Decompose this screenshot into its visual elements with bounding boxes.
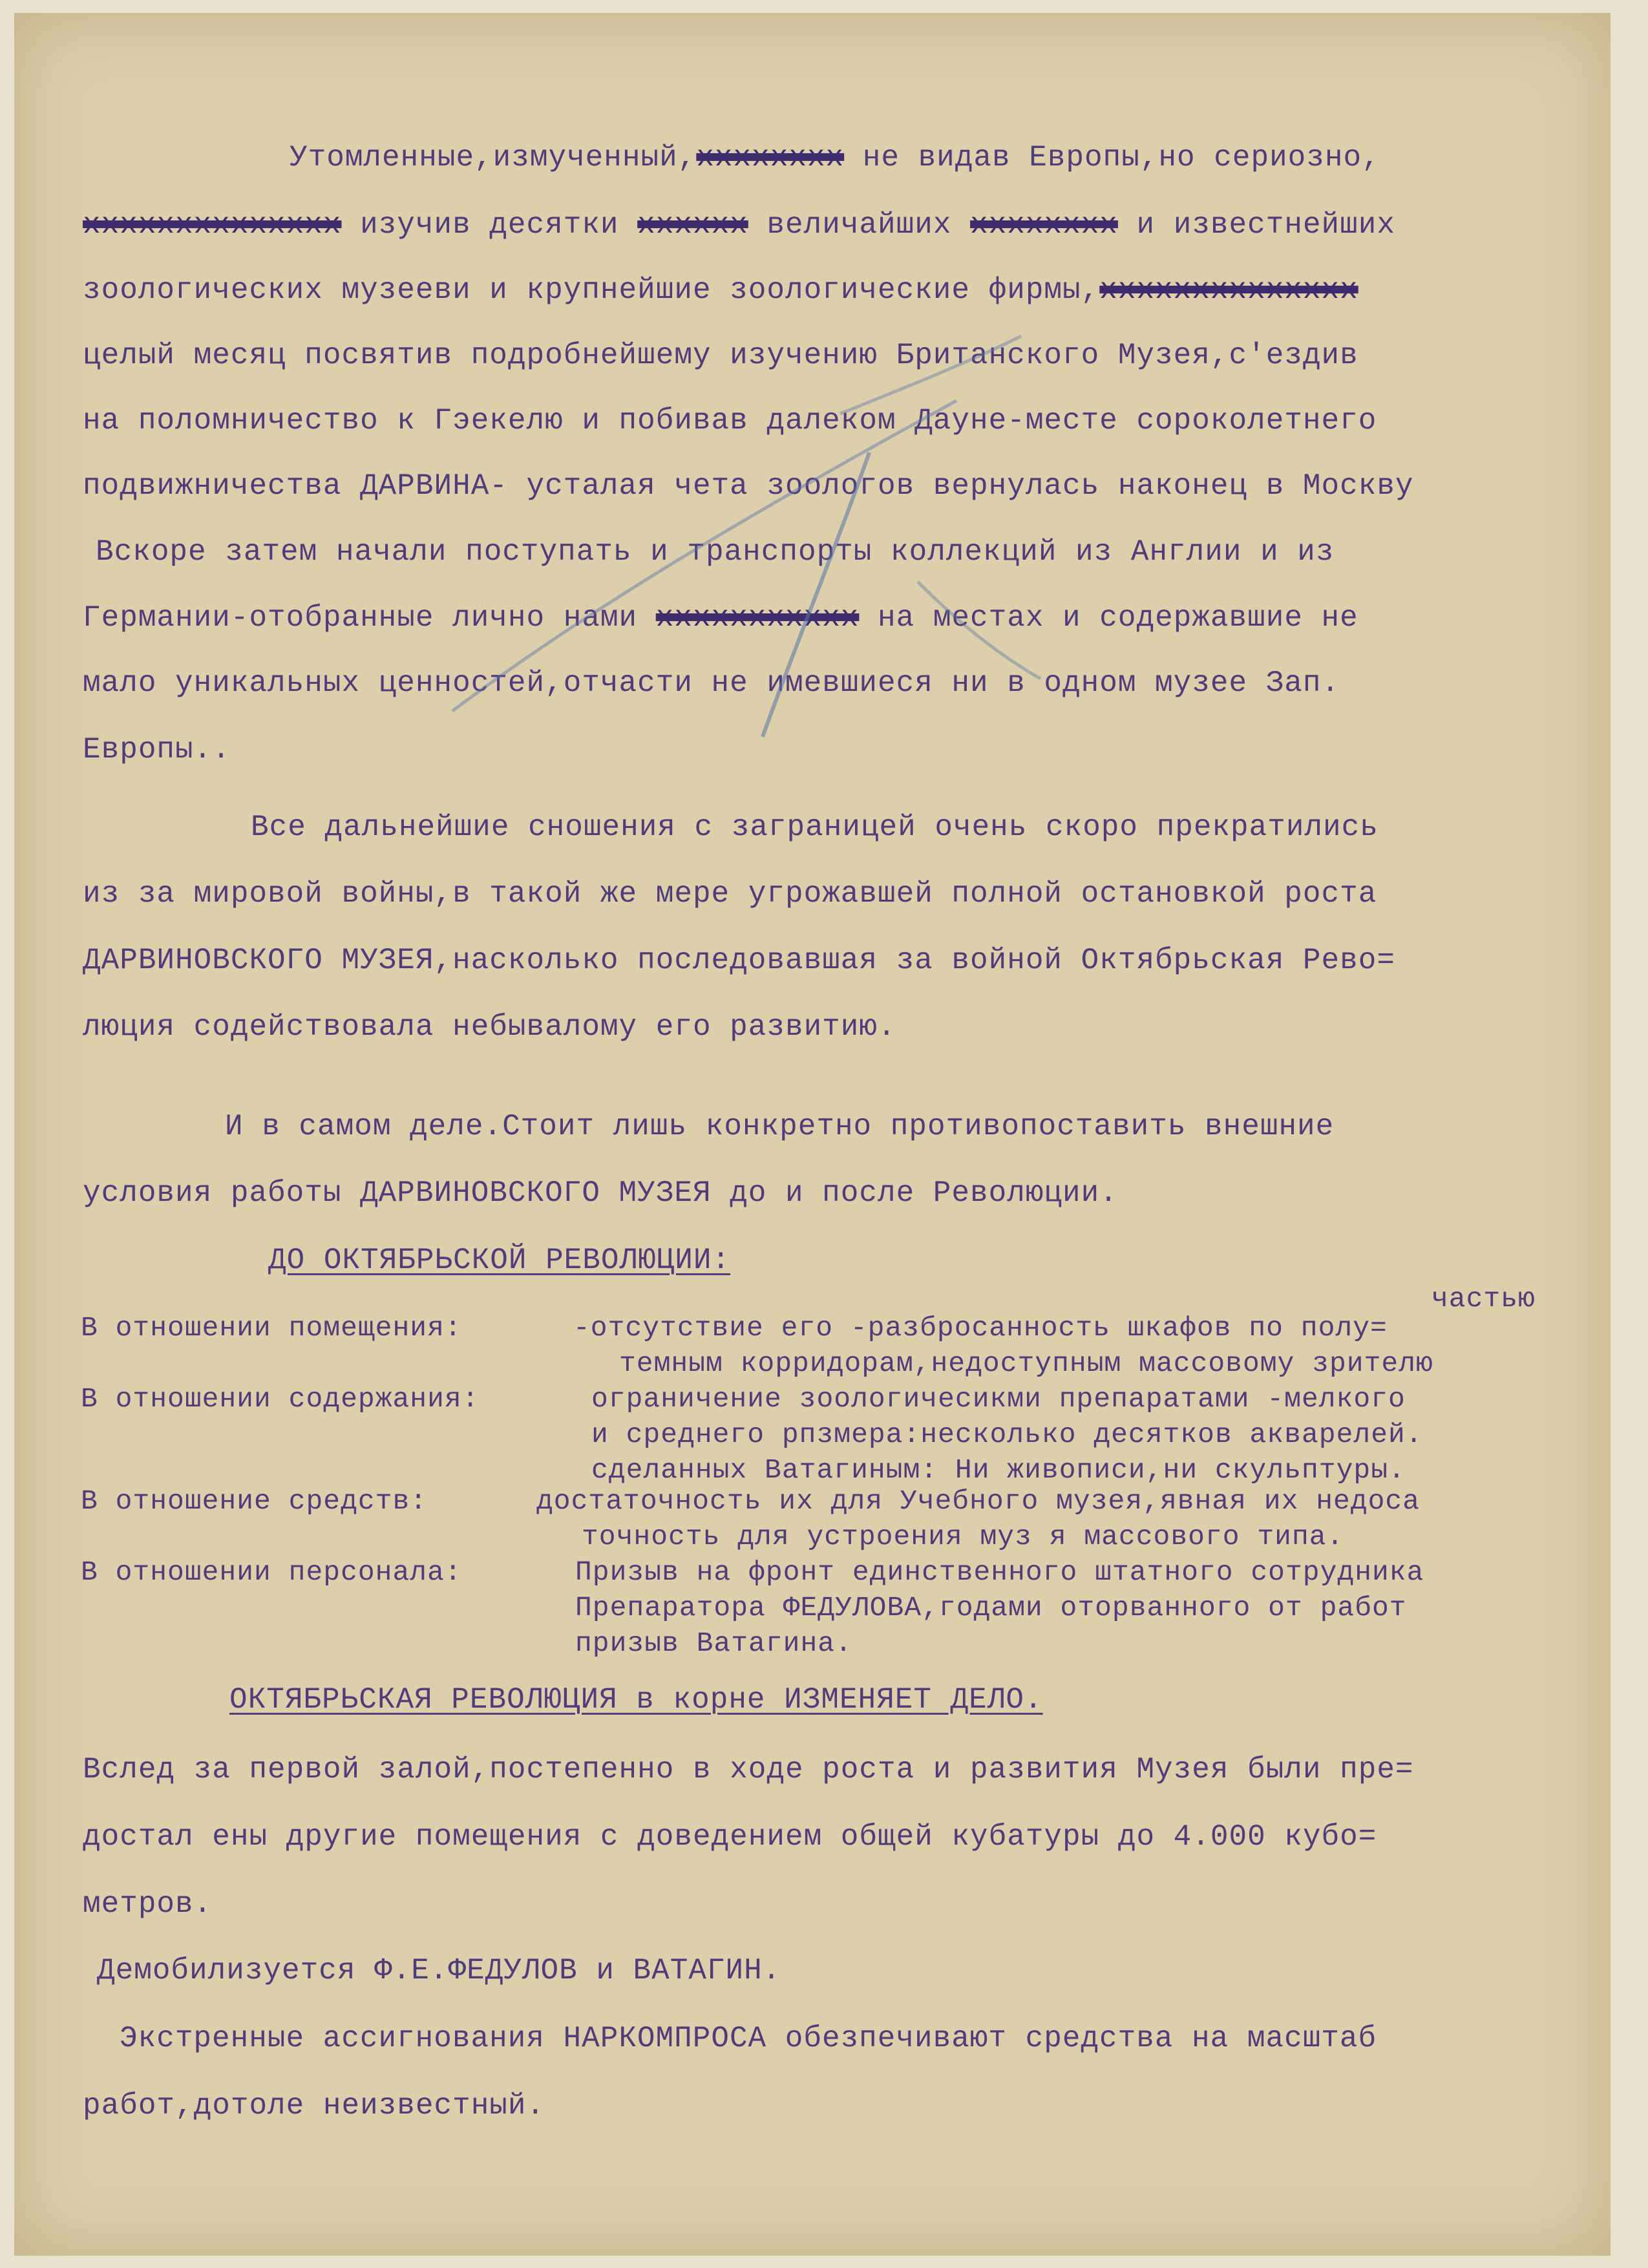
struck-text: xxxxxxxx — [970, 208, 1118, 242]
row-staff-line-1: Призыв на фронт единственного штатного сотрудника — [575, 1556, 1424, 1588]
row-funds-line-1: достаточность их для Учебного музея,явная их недоса — [536, 1485, 1421, 1517]
heading-before-revolution: ДО ОКТЯБРЬСКОЙ РЕВОЛЮЦИИ: — [268, 1244, 731, 1277]
p1-line-3: зоологических музееви и крупнейшие зоологические фирмы,xxxxxxxxxxxxxx — [83, 273, 1358, 307]
p1-line-9: мало уникальных ценностей,отчасти не имевшиеся ни в одном музее Зап. — [83, 666, 1340, 700]
p3-line-2: условия работы ДАРВИНОВСКОГО МУЗЕЯ до и после Революции. — [83, 1176, 1118, 1210]
p1-line-8: Германии-отобранные лично нами xxxxxxxxxxx на местах и содержавшие не — [83, 601, 1358, 635]
p1-line-5: на поломничество к Гэекелю и побивав далеком Дауне-месте сороколетнего — [83, 404, 1377, 438]
row-label-staff: В отношении персонала: — [81, 1556, 462, 1588]
p6-line-2: работ,дотоле неизвестный. — [83, 2089, 545, 2123]
struck-text: xxxxxxxxxxxxxx — [83, 208, 342, 242]
p2-line-4: люция содействовала небывалому его развитию. — [83, 1010, 896, 1044]
struck-text: xxxxxxxxxxx — [655, 601, 860, 635]
table-note-above: частью — [1431, 1283, 1536, 1315]
p1-line-2: xxxxxxxxxxxxxx изучив десятки xxxxxx величайших xxxxxxxx и известнейших — [83, 208, 1395, 242]
row-premises-line-2: темным корридорам,недоступным массовому зрителю — [619, 1348, 1433, 1379]
p2-line-1: Все дальнейшие сношения с заграницей очень скоро прекратились — [251, 811, 1379, 844]
struck-text: xxxxxx — [637, 208, 748, 242]
p6-line-1: Экстренные ассигнования НАРКОМПРОСА обезпечивают средства на масштаб — [120, 2022, 1377, 2055]
row-label-content: В отношении содержания: — [81, 1383, 480, 1415]
row-staff-line-2: Препаратора ФЕДУЛОВА,годами оторванного от работ — [575, 1592, 1407, 1624]
heading-october-revolution: ОКТЯБРЬСКАЯ РЕВОЛЮЦИЯ в корне ИЗМЕНЯЕТ ДЕЛО. — [229, 1683, 1043, 1717]
row-label-premises: В отношении помещения: — [81, 1312, 462, 1344]
struck-text: xxxxxxxx — [696, 141, 845, 175]
row-content-line-2: и среднего рпзмера:несколько десятков акварелей. — [591, 1419, 1423, 1450]
row-funds-line-2: точность для устроения муз я массового типа. — [582, 1521, 1344, 1553]
row-staff-line-3: призыв Ватагина. — [575, 1627, 852, 1659]
struck-text: xxxxxxxxxxxxxx — [1099, 273, 1358, 307]
row-label-funds: В отношение средств: — [81, 1485, 428, 1517]
p1-line-4: целый месяц посвятив подробнейшему изучению Британского Музея,с'ездив — [83, 339, 1358, 372]
row-premises-line-1: -отсутствие его -разбросанность шкафов по полу= — [573, 1312, 1388, 1344]
p1-line-1: Утомленные,измученный,xxxxxxxx не видав Европы,но сериозно, — [290, 141, 1380, 175]
p4-line-1: Вслед за первой залой,постепенно в ходе роста и развития Музея были пре= — [83, 1753, 1414, 1786]
p2-line-2: из за мировой войны,в такой же мере угрожавшей полной остановкой роста — [83, 877, 1377, 911]
p1-line-6: подвижничества ДАРВИНА- усталая чета зоологов вернулась наконец в Москву — [83, 469, 1414, 503]
p3-line-1: И в самом деле.Стоит лишь конкретно противопоставить внешние — [225, 1110, 1335, 1143]
row-content-line-3: сделанных Ватагиным: Ни живописи,ни скульптуры. — [591, 1454, 1406, 1486]
p5-line-1: Демобилизуется Ф.Е.ФЕДУЛОВ и ВАТАГИН. — [97, 1954, 781, 1987]
p2-line-3: ДАРВИНОВСКОГО МУЗЕЯ,насколько последовавшая за войной Октябрьская Рево= — [83, 944, 1395, 977]
p4-line-3: метров. — [83, 1887, 213, 1921]
p1-line-7: Вскоре затем начали поступать и транспорты коллекций из Англии и из — [96, 535, 1335, 569]
p1-line-10: Европы.. — [83, 733, 231, 767]
row-content-line-1: ограничение зоологичесикми препаратами -мелкого — [591, 1383, 1406, 1415]
p4-line-2: достал ены другие помещения с доведением общей кубатуры до 4.000 кубо= — [83, 1820, 1377, 1854]
